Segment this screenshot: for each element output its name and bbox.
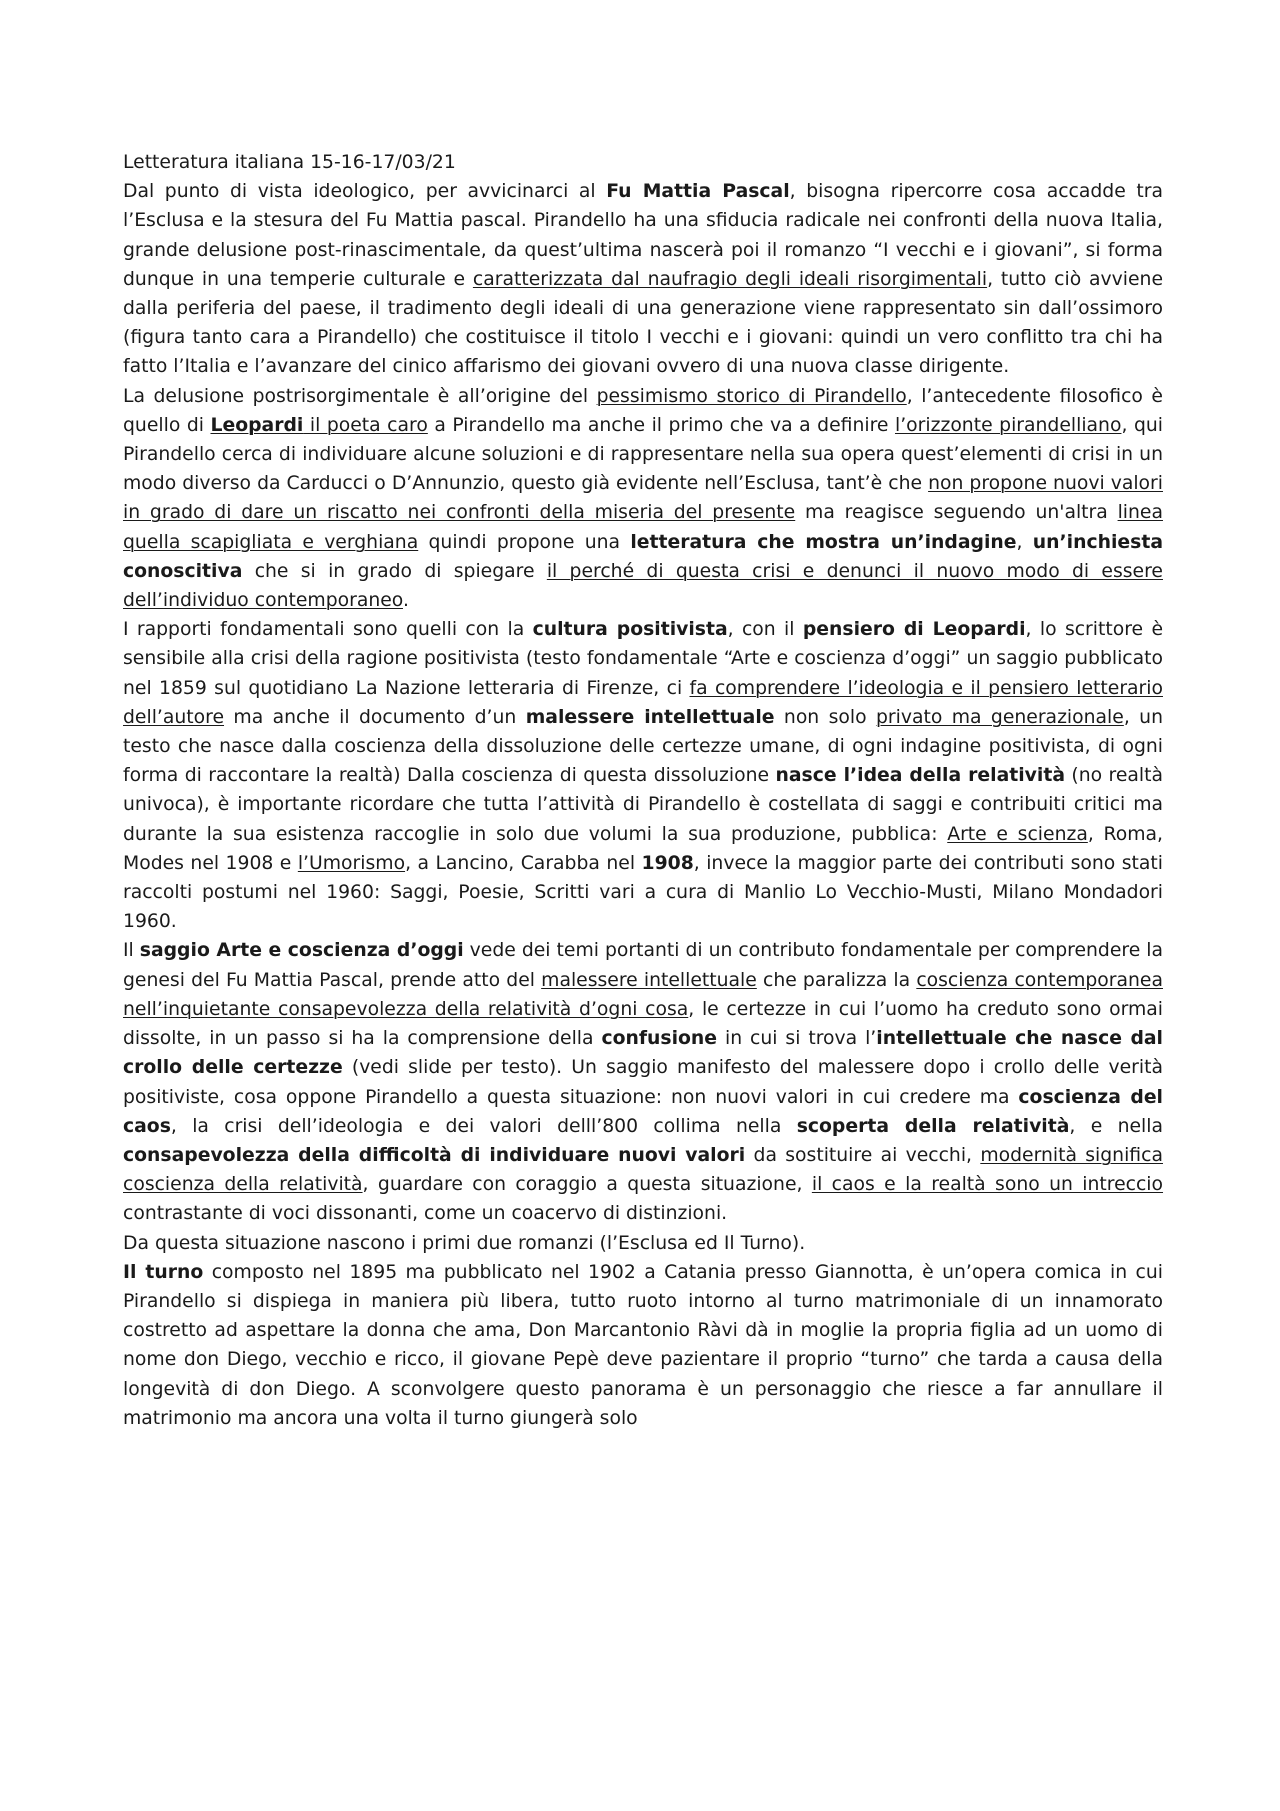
document-title: Letteratura italiana 15-16-17/03/21 — [123, 152, 456, 173]
text-run: , bisogna ripercorre cosa accadde tra l’Esclusa e la stesura del Fu Mattia pascal. Pirandello ha una sfiducia radicale nei confronti della nuova Italia, grande delusione post-rinascimentale, da quest’ultima nascerà poi il romanzo “I vecchi e i giovani”, si forma dunque in una temperie culturale e — [123, 181, 1163, 290]
text-run: composto nel 1895 ma pubblicato nel 1902 a Catania presso Giannotta, è un’opera comica in cui Pirandello si dispiega in maniera più libera, tutto ruoto intorno al turno matrimoniale di un innamorato costretto ad aspettare la donna che ama, Don Marcantonio Ràvi dà in moglie la propria figlia ad un uomo di nome don Diego, vecchio e ricco, il giovane Pepè deve pazientare il proprio “turno” che tarda a causa della longevità di don Diego. A sconvolgere questo panorama è un personaggio che riesce a far annullare il matrimonio ma ancora una volta il turno giungerà solo — [123, 1261, 1163, 1429]
underlined-text: modernità significa coscienza della relatività — [123, 1144, 1163, 1196]
text-run: , un testo che nasce dalla coscienza della dissoluzione delle certezze umane, di ogni indagine positivista, di ogni forma di raccontare la realtà) Dalla coscienza di questa dissoluzione — [123, 706, 1163, 787]
underlined-text: non propone nuovi valori in grado di dare un riscatto nei confronti della miseria del presente — [123, 473, 1163, 524]
underlined-text: linea quella scapigliata e verghiana — [123, 502, 1163, 553]
text-run: vede dei temi portanti di un contributo fondamentale per comprendere la genesi del Fu Mattia Pascal, prende atto del — [123, 940, 1163, 991]
text-run: non solo — [774, 706, 876, 728]
underlined-text: il caos e la realtà sono un intreccio — [811, 1174, 1164, 1196]
text-run: , Roma, Modes nel 1908 e — [123, 823, 1163, 874]
text-run: La delusione postrisorgimentale è all’origine del — [123, 385, 597, 407]
text-run: Il — [123, 940, 140, 962]
text-run: da sostituire ai vecchi, — [745, 1144, 981, 1166]
text-run: (no realtà univoca), è importante ricordare che tutta l’attività di Pirandello è costellata di saggi e contribuiti critici ma durante la sua esistenza raccoglie in solo due volumi la sua produzione, pubblica: — [123, 765, 1164, 845]
document-body — [123, 177, 1163, 1433]
bold-text: scoperta della relatività — [796, 1115, 1070, 1137]
underlined-text: l’Umorismo — [297, 852, 406, 874]
bold-text: un’inchiesta conoscitiva — [123, 531, 1163, 582]
bold-text: letteratura che mostra un’indagine — [630, 531, 1017, 553]
text-run: quindi propone una — [418, 531, 631, 553]
text-run: , tutto ciò avviene dalla periferia del paese, il tradimento degli ideali di una generazione viene rappresentato sin dall’ossimoro (figura tanto cara a Pirandello) che costituisce il titolo I vecchi e i giovani: quindi un vero conflitto tra chi ha fatto l’Italia e l’avanzare del cinico affarismo dei giovani ovvero di una nuova classe dirigente. — [123, 268, 1163, 378]
text-run: , guardare con coraggio a questa situazione, — [362, 1174, 812, 1196]
bold-text: Il turno — [123, 1261, 204, 1283]
text-run: . — [402, 590, 409, 612]
text-run: , a Lancino, Carabba nel — [405, 852, 642, 874]
paragraph — [123, 382, 1163, 616]
underlined-text: fa comprendere l’ideologia e il pensiero letterario dell’autore — [123, 677, 1163, 728]
text-run: , — [1016, 531, 1033, 553]
underlined-text: coscienza contemporanea nell’inquietante consapevolezza della relatività d’ogni cosa — [123, 969, 1163, 1020]
text-run: contrastante di voci dissonanti, come un coacervo di distinzioni. — [123, 1203, 728, 1225]
bold-text: 1908 — [641, 852, 694, 874]
text-run: , la crisi dell’ideologia e dei valori delll’800 collima nella — [170, 1115, 797, 1137]
paragraph — [123, 177, 1163, 381]
text-run: (vedi slide per testo). Un saggio manifesto del malessere dopo i crollo delle verità positiviste, cosa oppone Pirandello a questa situazione: non nuovi valori in cui credere ma — [123, 1057, 1163, 1108]
paragraph — [123, 936, 1163, 1228]
bold-text: saggio Arte e coscienza d’oggi — [139, 940, 464, 962]
bold-text: confusione — [601, 1028, 718, 1050]
text-run: Dal punto di vista ideologico, per avvicinarci al — [123, 181, 607, 203]
text-run: , e nella — [1069, 1115, 1163, 1137]
text-run: che paralizza la — [756, 969, 917, 991]
text-run: ma reagisce seguendo un'altra — [795, 502, 1118, 524]
document-page — [123, 148, 1163, 1433]
text-run: che si in grado di spiegare — [242, 560, 547, 582]
underlined-text: il poeta caro — [303, 414, 428, 436]
underlined-text: il perché di questa crisi e denunci il nuovo modo di essere dell’individuo contemporaneo — [123, 560, 1163, 612]
text-run: ma anche il documento d’un — [224, 706, 526, 728]
text-run: , l’antecedente filosofico è quello di — [123, 385, 1163, 436]
text-run: , qui Pirandello cerca di individuare alcune soluzioni e di rappresentare nella sua opera quest’elementi di crisi in un modo diverso da Carducci o D’Annunzio, questo già evidente nell’Esclusa, tant’è che — [123, 414, 1163, 495]
bold-text: malessere intellettuale — [525, 706, 775, 728]
paragraph — [123, 615, 1163, 936]
underlined-text: pessimismo storico di Pirandello — [596, 385, 907, 407]
text-run: , invece la maggior parte dei contributi sono stati raccolti postumi nel 1960: Saggi, Poesie, Scritti vari a cura di Manlio Lo Vecchio-Musti, Milano Mondadori 1960. — [123, 852, 1163, 933]
text-run: in cui si trova l’ — [717, 1028, 877, 1050]
underlined-text: malessere intellettuale — [541, 969, 757, 991]
text-run: , con il — [727, 619, 803, 641]
bold-text: Leopardi — [210, 414, 304, 436]
underlined-text: privato ma generazionale — [875, 706, 1124, 728]
text-run: , le certezze in cui l’uomo ha creduto sono ormai dissolte, in un passo si ha la comprensione della — [123, 998, 1163, 1050]
underlined-text: l’orizzonte pirandelliano — [894, 414, 1122, 436]
bold-text: Fu Mattia Pascal — [606, 181, 790, 203]
paragraph — [123, 1258, 1163, 1433]
text-run: I rapporti fondamentali sono quelli con la — [123, 619, 533, 641]
bold-text: consapevolezza della difficoltà di individuare nuovi valori — [123, 1144, 746, 1166]
text-run: , lo scrittore è sensibile alla crisi della ragione positivista (testo fondamentale “Arte e coscienza d’oggi” un saggio pubblicato nel 1859 sul quotidiano La Nazione letteraria di Firenze, ci — [123, 619, 1163, 699]
text-run: Da questa situazione nascono i primi due romanzi (l’Esclusa ed Il Turno). — [123, 1232, 806, 1254]
bold-text: nasce l’idea della relatività — [775, 765, 1065, 787]
underlined-text: caratterizzata dal naufragio degli ideali risorgimentali — [472, 268, 988, 290]
bold-text: cultura positivista — [532, 619, 728, 641]
text-run: a Pirandello ma anche il primo che va a definire — [427, 414, 895, 436]
bold-text: pensiero di Leopardi — [802, 619, 1026, 641]
underlined-text: Arte e scienza — [947, 823, 1088, 845]
bold-text: intellettuale che nasce dal crollo delle certezze — [123, 1028, 1163, 1079]
bold-text: coscienza del caos — [123, 1086, 1163, 1137]
paragraph — [123, 1229, 1163, 1258]
